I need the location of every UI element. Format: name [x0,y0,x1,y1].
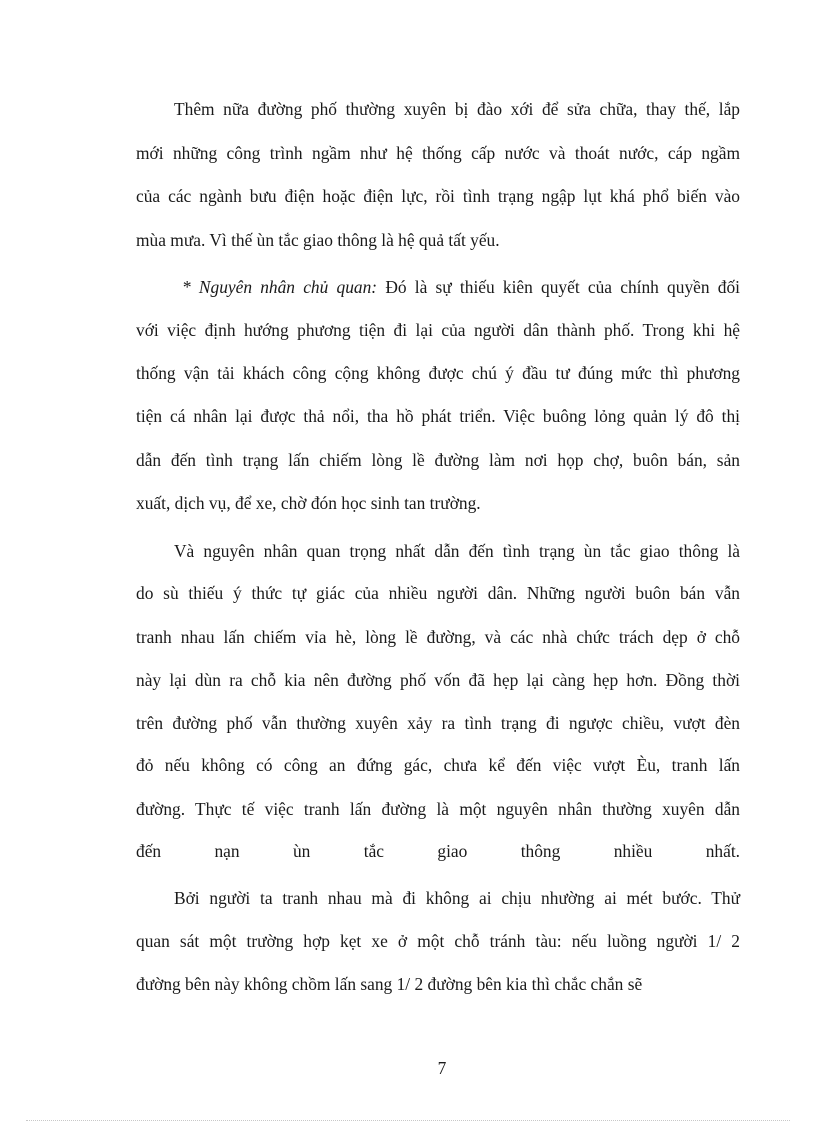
paragraph-4-line-1: Bởi người ta tranh nhau mà đi không ai chịu nhường ai mét bước. Thử [174,888,740,908]
paragraph-2-line-3: thống vận tải khách công cộng không được chú ý đầu tư đúng mức thì phương [136,363,740,383]
page-number: 7 [437,1058,447,1078]
paragraph-3-line-1: Và nguyên nhân quan trọng nhất dẫn đến tình trạng ùn tắc giao thông là [174,541,740,561]
paragraph-2-lead-text: Đó là sự thiếu kiên quyết của chính quyền đối [377,277,740,297]
paragraph-3-line-5: trên đường phố vẫn thường xuyên xảy ra tình trạng đi ngược chiều, vượt đèn [136,713,740,733]
paragraph-4-line-2: quan sát một trường hợp kẹt xe ở một chỗ tránh tàu: nếu luồng người 1/ 2 [136,931,740,951]
cause-heading: * Nguyên nhân chủ quan: [182,277,378,297]
paragraph-2-line-5: dẫn đến tình trạng lấn chiếm lòng lề đường làm nơi họp chợ, buôn bán, sản [136,450,740,470]
paragraph-1-line-1: Thêm nữa đường phố thường xuyên bị đào xới để sửa chữa, thay thế, lắp [174,99,740,119]
paragraph-1-line-3: của các ngành bưu điện hoặc điện lực, rồi tình trạng ngập lụt khá phổ biến vào [136,186,740,206]
paragraph-2-line-4: tiện cá nhân lại được thả nổi, tha hồ phát triển. Việc buông lỏng quản lý đô thị [136,406,740,426]
footer-divider [26,1120,790,1121]
paragraph-4-line-3: đường bên này không chồm lấn sang 1/ 2 đường bên kia thì chắc chắn sẽ [136,974,643,994]
paragraph-2-line-2: với việc định hướng phương tiện đi lại của người dân thành phố. Trong khi hệ [136,320,740,340]
paragraph-3-line-4: này lại dùn ra chỗ kia nên đường phố vốn đã hẹp lại càng hẹp hơn. Đồng thời [136,670,740,690]
paragraph-2-line-1 [136,275,740,299]
paragraph-1-line-4: mùa mưa. Vì thế ùn tắc giao thông là hệ quả tất yếu. [136,230,500,250]
paragraph-3-line-8: đến nạn ùn tắc giao thông nhiều nhất. [136,841,740,861]
paragraph-1-line-2: mới những công trình ngầm như hệ thống cấp nước và thoát nước, cáp ngầm [136,143,740,163]
paragraph-3-line-2: do sù thiếu ý thức tự giác của nhiều người dân. Những người buôn bán vẫn [136,583,740,603]
paragraph-3-line-7: đường. Thực tế việc tranh lấn đường là một nguyên nhân thường xuyên dẫn [136,799,740,819]
paragraph-2-line-6: xuất, dịch vụ, để xe, chờ đón học sinh tan trường. [136,493,481,513]
paragraph-3-line-3: tranh nhau lấn chiếm vỉa hè, lòng lề đường, và các nhà chức trách dẹp ở chỗ [136,627,740,647]
paragraph-3-line-6: đỏ nếu không có công an đứng gác, chưa kể đến việc vượt Èu, tranh lấn [136,755,740,775]
